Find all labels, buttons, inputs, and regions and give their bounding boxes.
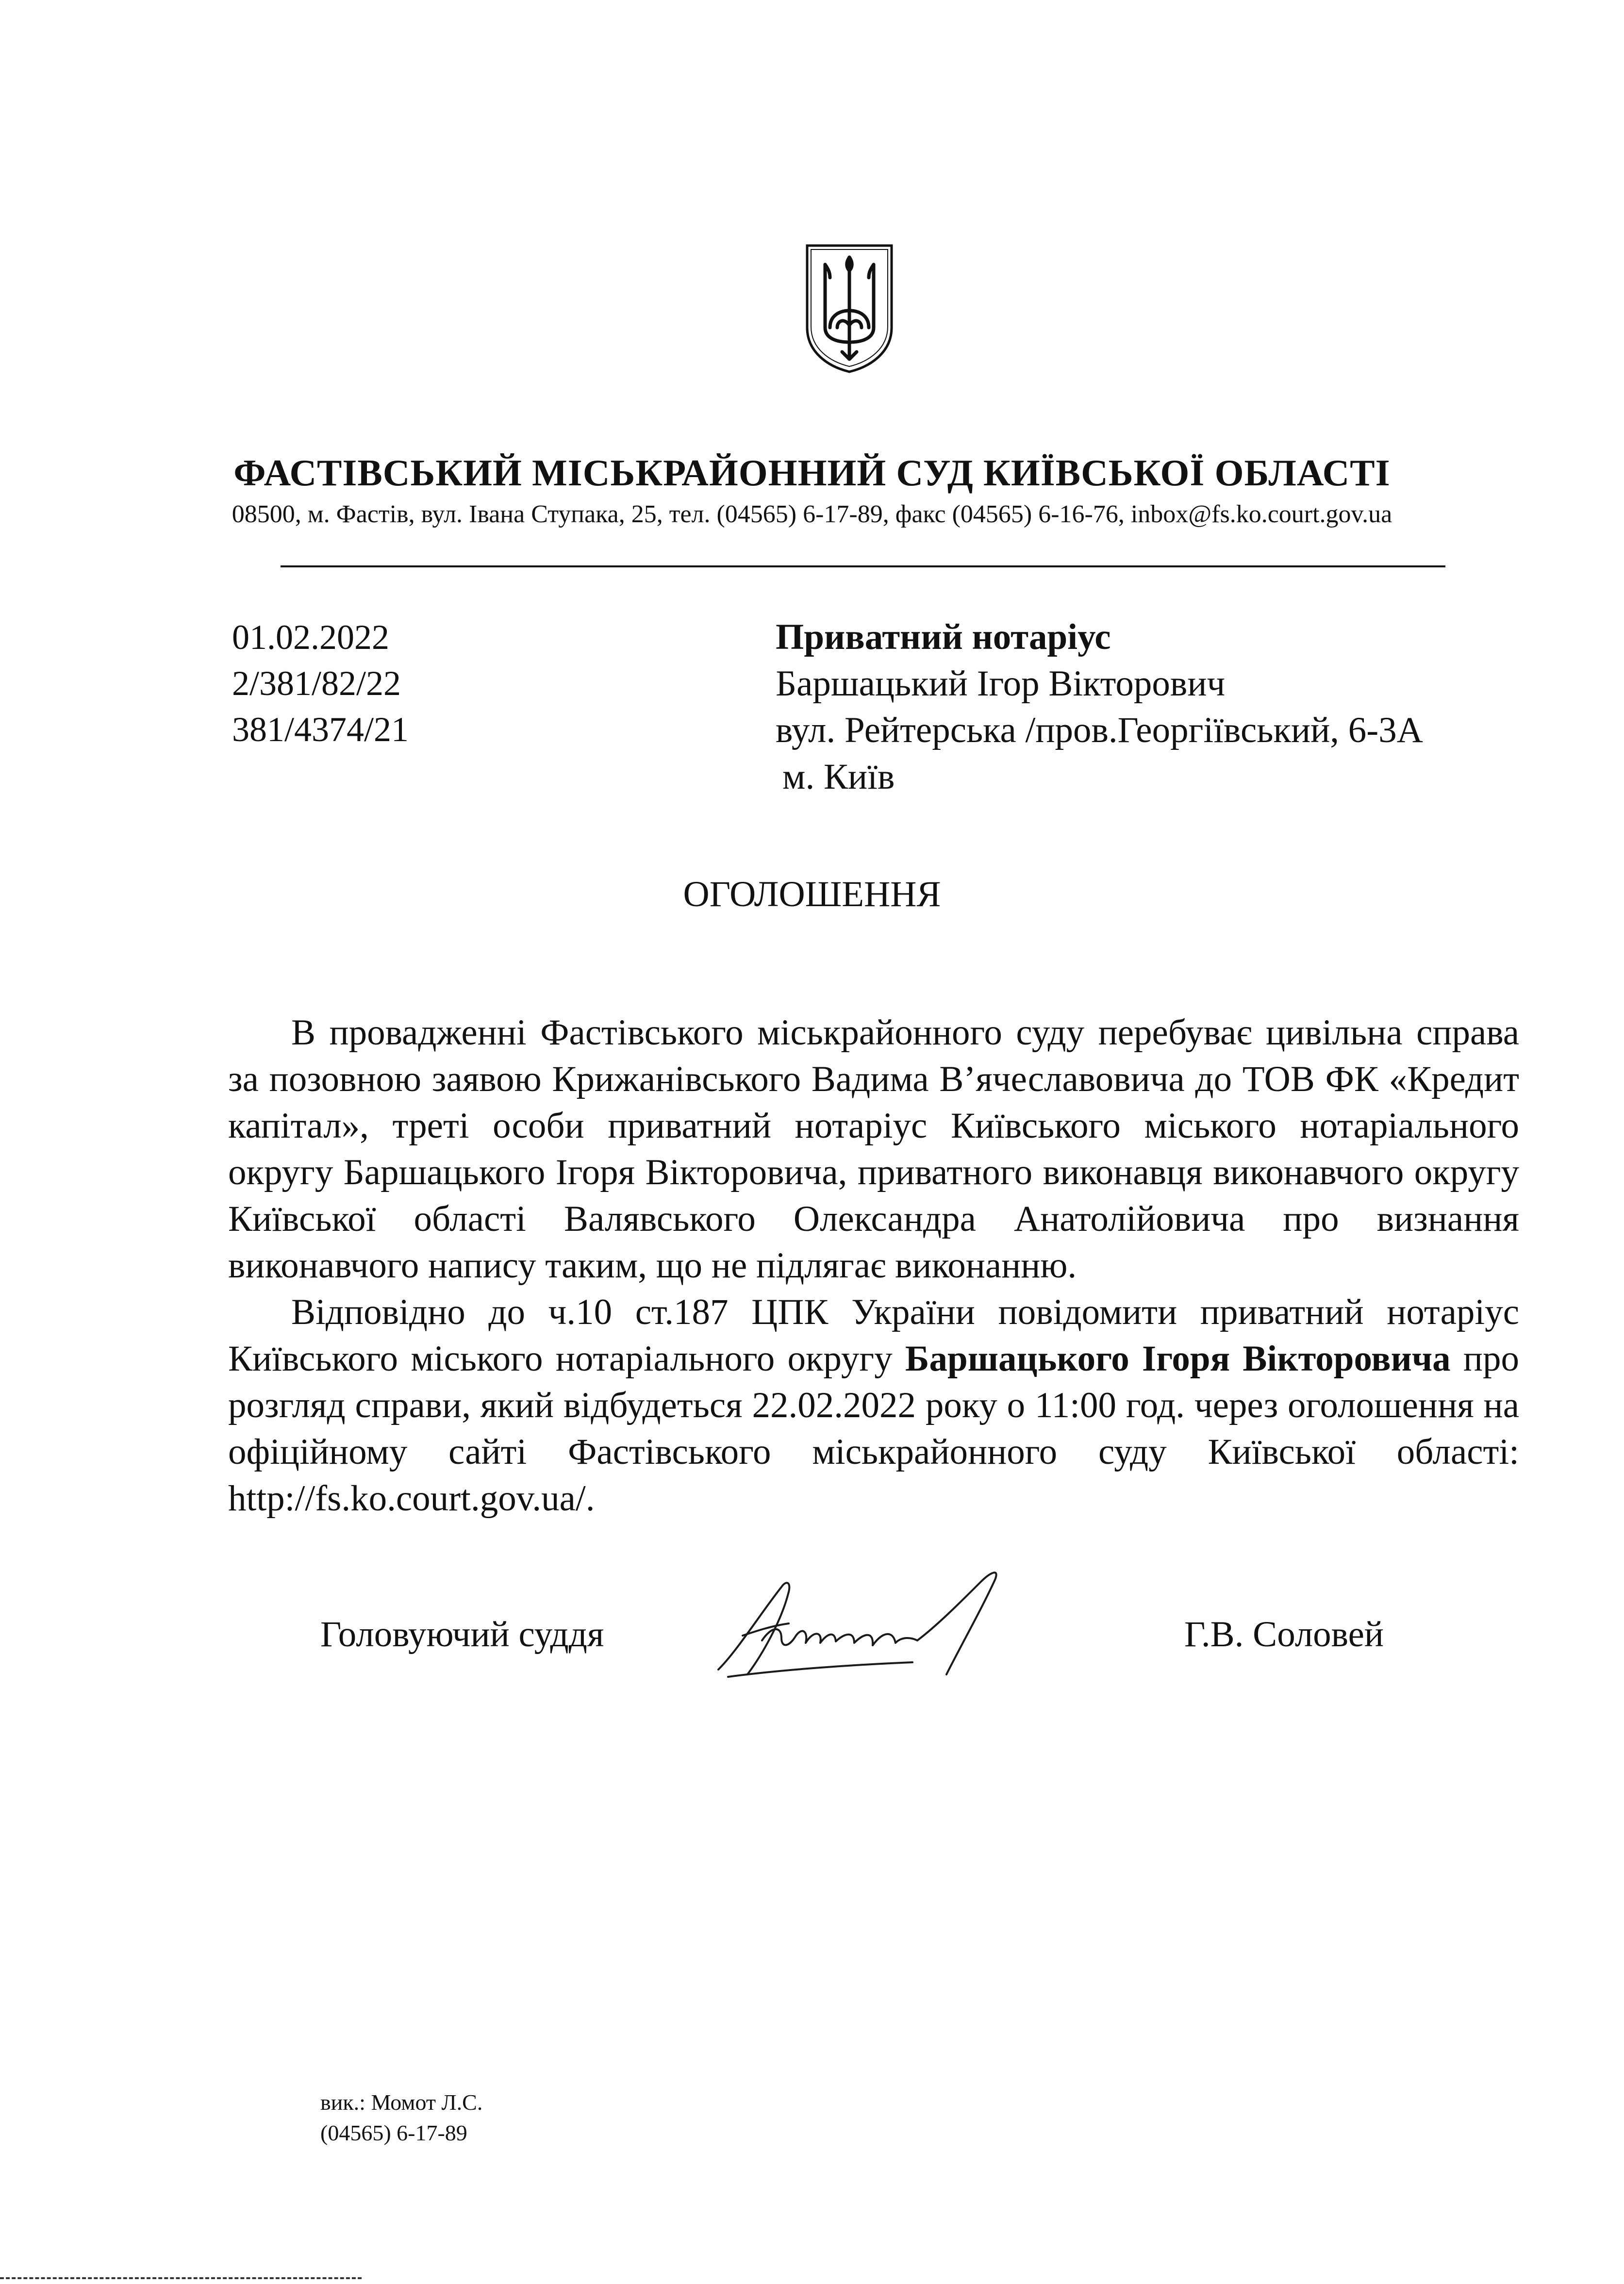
case-number-2: 381/4374/21 (232, 710, 409, 749)
body-paragraph-2-bold: Баршацького Ігоря Вікторовича (905, 1339, 1451, 1379)
body-paragraph-2-start: Відповідно до ч.10 ст.187 ЦПК України повідомити приватний нотаріус Київського міського нотаріального округу (228, 1292, 1519, 1379)
executor-phone: (04565) 6-17-89 (320, 2120, 467, 2145)
signatory-role: Головуючий суддя (320, 1614, 604, 1655)
signatory-name: Г.В. Соловей (1184, 1614, 1384, 1655)
court-address: 08500, м. Фастів, вул. Івана Ступака, 25, тел. (04565) 6-17-89, факс (04565) 6-16-76, inbox@fs.ko.court.gov.ua (232, 500, 1392, 528)
recipient-name: Баршацький Ігор Вікторович (776, 663, 1226, 704)
recipient-title: Приватний нотаріус (776, 617, 1111, 657)
recipient-address: вул. Рейтерська /пров.Георгіївський, 6-3А (776, 710, 1423, 750)
header-divider (281, 565, 1445, 567)
case-number-1: 2/381/82/22 (232, 664, 401, 703)
body-paragraph-2 (228, 1289, 1519, 1522)
executor-name: вик.: Момот Л.С. (320, 2090, 483, 2115)
document-date: 01.02.2022 (232, 618, 389, 657)
coat-of-arms-icon (803, 243, 895, 374)
court-name-heading: ФАСТІВСЬКИЙ МІСЬКРАЙОННИЙ СУД КИЇВСЬКОЇ ОБЛАСТІ (233, 452, 1391, 494)
recipient-city: м. Київ (782, 757, 895, 797)
handwritten-signature (709, 1553, 1097, 1708)
notice-body (228, 1010, 1519, 1522)
body-paragraph-1: В провадженні Фастівського міськрайонного суду перебуває цивільна справа за позовною заявою Крижанівського Вадима В’ячеславовича до ТОВ ФК «Кредит капітал», треті особи приватний нотаріус Київського міського нотаріального округу Баршацького Ігоря Вікторовича, приватного виконавця виконавчого округу Київської області Валявського Олександра Анатолійовича про визнання виконавчого напису таким, що не підлягає виконанню. (228, 1012, 1519, 1286)
body-paragraph-2-end: про розгляд справи, який відбудеться 22.02.2022 року о 11:00 год. через оголошення на офіційному сайті Фастівського міськрайонного суду Київської області: http://fs.ko.court.gov.ua/. (228, 1339, 1520, 1519)
scan-edge-mark (0, 2277, 362, 2279)
notice-title: ОГОЛОШЕННЯ (683, 874, 941, 914)
